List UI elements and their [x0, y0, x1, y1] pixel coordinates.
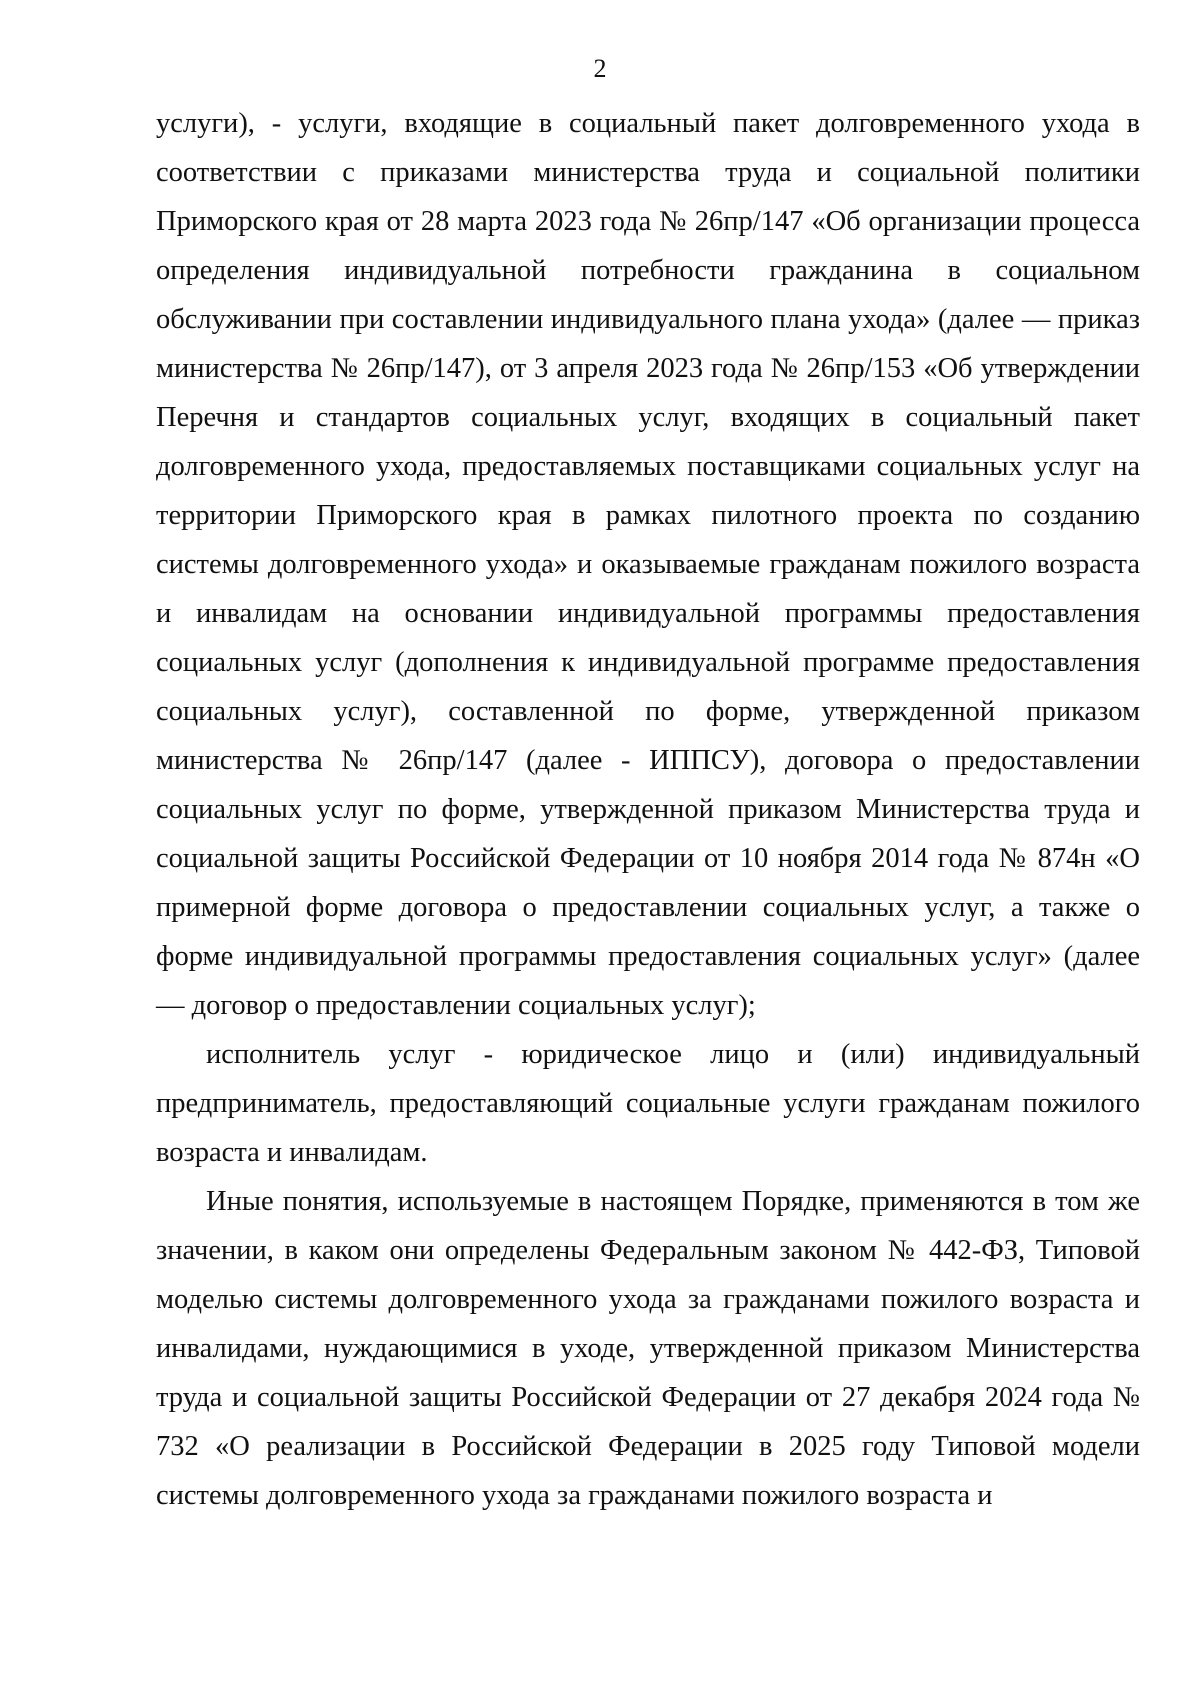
paragraph-other-terms: Иные понятия, используемые в настоящем Порядке, применяются в том же значении, в каком они определены Федеральным законом № 442-ФЗ, Типовой моделью системы долговременного ухода за гражданами пожилого возраста и инвалидами, нуждающимися в уходе, утвержденной приказом Министерства труда и социальной защиты Российской Федерации от 27 декабря 2024 года № 732 «О реализации в Российской Федерации в 2025 году Типовой модели системы долговременного ухода за гражданами пожилого возраста и [156, 1186, 1140, 1511]
paragraph-service-provider-definition: исполнитель услуг - юридическое лицо и (или) индивидуальный предприниматель, предоставляющий социальные услуги гражданам пожилого возраста и инвалидам. [156, 1039, 1140, 1168]
document-body [156, 99, 1140, 1520]
page-number: 2 [593, 54, 607, 83]
paragraph-services-definition: услуги), - услуги, входящие в социальный пакет долговременного ухода в соответствии с приказами министерства труда и социальной политики Приморского края от 28 марта 2023 года № 26пр/147 «Об организации процесса определения индивидуальной потребности гражданина в социальном обслуживании при составлении индивидуального плана ухода» (далее — приказ министерства № 26пр/147), от 3 апреля 2023 года № 26пр/153 «Об утверждении Перечня и стандартов социальных услуг, входящих в социальный пакет долговременного ухода, предоставляемых поставщиками социальных услуг на территории Приморского края в рамках пилотного проекта по созданию системы долговременного ухода» и оказываемые гражданам пожилого возраста и инвалидам на основании индивидуальной программы предоставления социальных услуг (дополнения к индивидуальной программе предоставления социальных услуг), составленной по форме, утвержденной приказом министерства № 26пр/147 (далее - ИППСУ), договора о предоставлении социальных услуг по форме, утвержденной приказом Министерства труда и социальной защиты Российской Федерации от 10 ноября 2014 года № 874н «О примерной форме договора о предоставлении социальных услуг, а также о форме индивидуальной программы предоставления социальных услуг» (далее — договор о предоставлении социальных услуг); [156, 108, 1140, 1021]
